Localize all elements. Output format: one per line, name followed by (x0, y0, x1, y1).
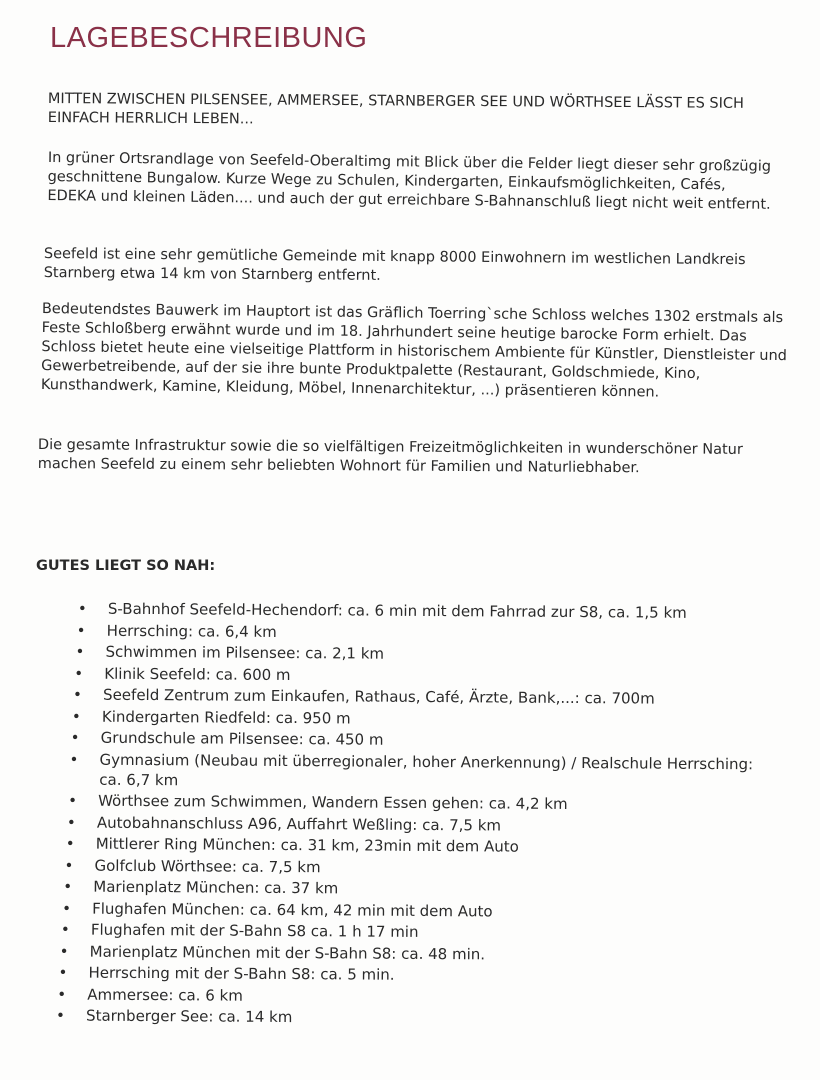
list-item-text: Seefeld Zentrum zum Einkaufen, Rathaus, Café, Ärzte, Bank,...: ca. 700m (103, 685, 655, 708)
bullet-icon: • (75, 642, 85, 661)
page-title: LAGEBESCHREIBUNG (50, 22, 368, 54)
list-item-text: Golfclub Wörthsee: ca. 7,5 km (94, 856, 321, 876)
bullet-icon: • (73, 685, 83, 704)
list-item (69, 749, 819, 794)
bullet-icon: • (63, 877, 73, 896)
subtitle: MITTEN ZWISCHEN PILSENSEE, AMMERSEE, STARNBERGER SEE UND WÖRTHSEE LÄSST ES SICH EINFACH HERRLICH LEBEN... (47, 90, 744, 128)
list-item-text: Herrsching mit der S-Bahn S8: ca. 5 min. (88, 963, 395, 984)
bullet-icon: • (59, 941, 69, 960)
list-item-text: Herrsching: ca. 6,4 km (106, 621, 277, 641)
bullet-icon: • (64, 855, 74, 875)
paragraph-location: In grüner Ortsrandlage von Seefeld-Oberaltimg mit Blick über die Felder liegt dieser sehr großzügig geschnittene Bungalow. Kurze Wege zu Schulen, Kindergarten, Einkaufsmöglichkeiten, Cafés, EDEKA und kleinen Läden.... und auch der gut erreichbare S-Bahnanschluß liegt nicht weit entfernt. (47, 149, 772, 213)
paragraph-municipality: Seefeld ist eine sehr gemütliche Gemeinde mit knapp 8000 Einwohnern im westlichen Landkreis Starnberg etwa 14 km von Starnberg entfernt. (43, 245, 746, 284)
list-item (75, 642, 819, 667)
bullet-icon: • (77, 599, 87, 618)
list-item-text: Marienplatz München: ca. 37 km (93, 877, 339, 898)
list-item-text: Klinik Seefeld: ca. 600 m (104, 664, 291, 684)
list-item-text: Flughafen München: ca. 64 km, 42 min mit dem Auto (92, 899, 493, 920)
bullet-icon: • (68, 791, 78, 810)
list-item-text: Schwimmen im Pilsensee: ca. 2,1 km (105, 642, 385, 663)
bullet-icon: • (60, 920, 70, 939)
list-item-text: Ammersee: ca. 6 km (87, 985, 243, 1005)
list-item-text: Autobahnanschluss A96, Auffahrt Weßling: ca. 7,5 km (96, 813, 502, 835)
bullet-icon: • (65, 834, 75, 853)
list-item-text: Mittlerer Ring München: ca. 31 km, 23min mit dem Auto (95, 834, 519, 856)
bullet-icon: • (70, 728, 80, 747)
bullet-icon: • (71, 707, 81, 726)
list-item-text: Marienplatz München mit der S-Bahn S8: ca. 48 min. (89, 942, 486, 963)
bullet-icon: • (76, 621, 86, 640)
list-item-text: Flughafen mit der S-Bahn S8 ca. 1 h 17 min (90, 920, 419, 941)
list-item-text: Wörthsee zum Schwimmen, Wandern Essen gehen: ca. 4,2 km (98, 791, 568, 813)
bullet-icon: • (69, 749, 79, 769)
bullet-icon: • (57, 984, 67, 1003)
list-item-text: Starnberger See: ca. 14 km (86, 1006, 293, 1027)
section-title: GUTES LIEGT SO NAH: (36, 558, 216, 574)
list-item-text: Kindergarten Riedfeld: ca. 950 m (101, 707, 351, 727)
bullet-icon: • (66, 812, 76, 832)
bullet-icon: • (58, 963, 68, 982)
list-item (56, 1006, 817, 1031)
list-item (77, 599, 820, 624)
list-item (74, 663, 819, 688)
list-item-text: Grundschule am Pilsensee: ca. 450 m (100, 728, 384, 749)
bullet-icon: • (74, 664, 84, 683)
bullet-icon: • (56, 1006, 66, 1025)
bullet-icon: • (62, 898, 72, 918)
list-item (76, 620, 820, 645)
list-item-text: S-Bahnhof Seefeld-Hechendorf: ca. 6 min mit dem Fahrrad zur S8, ca. 1,5 km (107, 599, 687, 622)
paragraph-castle: Bedeutendstes Bauwerk im Hauptort ist das Gräflich Toerring`sche Schloss welches 1302 erstmals als Feste Schloßberg erwähnt wurde und im 18. Jahrhundert seine heutige barocke Form erhielt. Das Schloss bietet heute eine vielseitige Plattform in historischem Ambiente für Künstler, Dienstleister und Gewerbetreibende, auf der sie ihre bunte Produktpalette (Restaurant, Goldschmiede, Kino, Kunsthandwerk, Kamine, Kleidung, Möbel, Innenarchitektur, ...) präsentieren können. (40, 300, 788, 401)
distance-list (0, 598, 820, 1032)
paragraph-infrastructure: Die gesamte Infrastruktur sowie die so vielfältigen Freizeitmöglichkeiten in wunderschöner Natur machen Seefeld zu einem sehr beliebten Wohnort für Familien und Naturliebhaber. (37, 436, 743, 477)
list-item (73, 685, 819, 710)
list-item-text: Gymnasium (Neubau mit überregionaler, hoher Anerkennung) / Realschule Herrsching: ca. 6,7 km (99, 750, 754, 789)
